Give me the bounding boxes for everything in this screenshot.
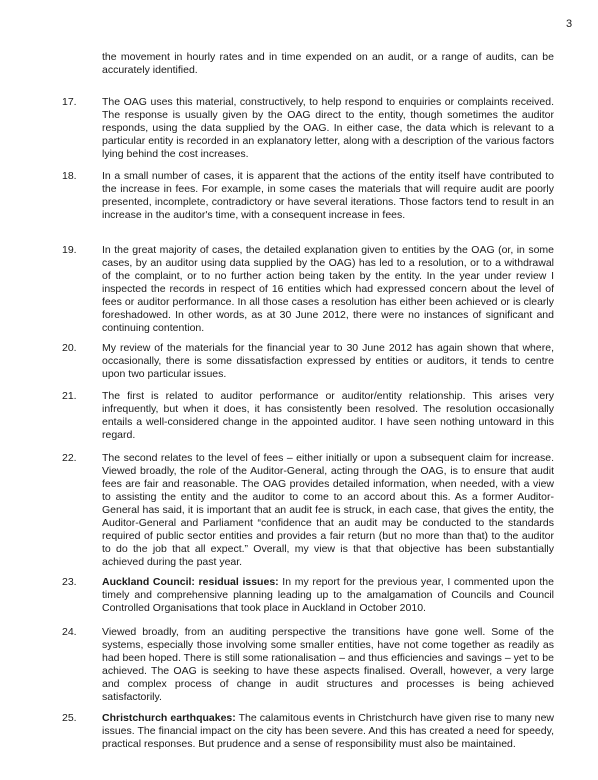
paragraph-text: Auckland Council: residual issues: In my report for the previous year, I commented upon the timely and comprehensive planning leading up to the amalgamation of Councils and Council Controlled Organisations that took place in Auckland in October 2010.	[102, 576, 554, 614]
paragraph-text: In the great majority of cases, the detailed explanation given to entities by the OAG (or, in some cases, by an auditor using data supplied by the OAG) has led to a resolution, or to a withdrawal of the complaint, or to no further action being taken by the entity. In the year under review I inspected the records in respect of 16 entities which had expressed concern about the level of fees or auditor performance. In all those cases a resolution has either been achieved or is clearly foreshadowed. In other words, as at 30 June 2012, there were no instances of significant and continuing contention.	[102, 244, 554, 334]
paragraph-number: 24.	[62, 626, 77, 638]
paragraph-text: Christchurch earthquakes: The calamitous events in Christchurch have given rise to many new issues. The financial impact on the city has been severe. And this has created a need for speedy, practical responses. But prudence and a sense of responsibility must also be maintained.	[102, 712, 554, 750]
paragraph-text: Viewed broadly, from an auditing perspective the transitions have gone well. Some of the systems, especially those involving some smaller entities, have not come together as readily as had been hoped. There is still some rationalisation – and thus efficiencies and savings – yet to be achieved. The OAG is seeking to have these aspects finalised. Overall, however, a very large and complex process of change in audit structures and processes is being achieved satisfactorily.	[102, 626, 554, 703]
paragraph-number: 22.	[62, 452, 77, 464]
paragraph-text: In a small number of cases, it is apparent that the actions of the entity itself have contributed to the increase in fees. For example, in some cases the materials that will require audit are poorly presented, incomplete, contradictory or have several iterations. Those factors tend to result in an increase in the auditor's time, with a consequent increase in fees.	[102, 170, 554, 221]
paragraph-text: The OAG uses this material, constructively, to help respond to enquiries or complaints received. The response is usually given by the OAG direct to the entity, though sometimes the auditor responds, using the data supplied by the OAG. In either case, the data which is relevant to a particular entity is recorded in an explanatory letter, along with a description of the various factors lying behind the cost increases.	[102, 96, 554, 160]
paragraph-text: The first is related to auditor performance or auditor/entity relationship. This arises very infrequently, but when it does, it has consistently been resolved. The resolution occasionally entails a well-considered change in the appointed auditor. I have seen nothing untoward in this regard.	[102, 390, 554, 441]
paragraph-heading: Auckland Council: residual issues:	[102, 576, 279, 588]
page-number: 3	[566, 18, 573, 30]
paragraph-text: The second relates to the level of fees – either initially or upon a subsequent claim for increase. Viewed broadly, the role of the Auditor-General, acting through the OAG, is to ensure that audit fees are fair and reasonable. The OAG provides detailed information, when needed, with a view to assisting the entity and the auditor to come to an accord about this. As a former Auditor-General has said, it is important that an audit fee is struck, in each case, that gives the entity, the Auditor-General and Parliament “confidence that an audit may be conducted to the standards required of public sector entities and provides a fair return (but no more than that) to the auditor to do the job that all expect.” Overall, my view is that that objective has been substantially achieved during the past year.	[102, 452, 554, 568]
paragraph-number: 19.	[62, 244, 77, 256]
continuation-paragraph: the movement in hourly rates and in time expended on an audit, or a range of audits, can be accurately identified.	[102, 51, 554, 76]
paragraph-number: 17.	[62, 96, 77, 108]
paragraph-heading: Christchurch earthquakes:	[102, 712, 236, 724]
paragraph-text: My review of the materials for the financial year to 30 June 2012 has again shown that where, occasionally, there is some dissatisfaction expressed by entities or auditors, it tends to centre upon two particular issues.	[102, 342, 554, 380]
paragraph-number: 25.	[62, 712, 77, 724]
paragraph-number: 23.	[62, 576, 77, 588]
paragraph-number: 21.	[62, 390, 77, 402]
paragraph-number: 20.	[62, 342, 77, 354]
paragraph-number: 18.	[62, 170, 77, 182]
